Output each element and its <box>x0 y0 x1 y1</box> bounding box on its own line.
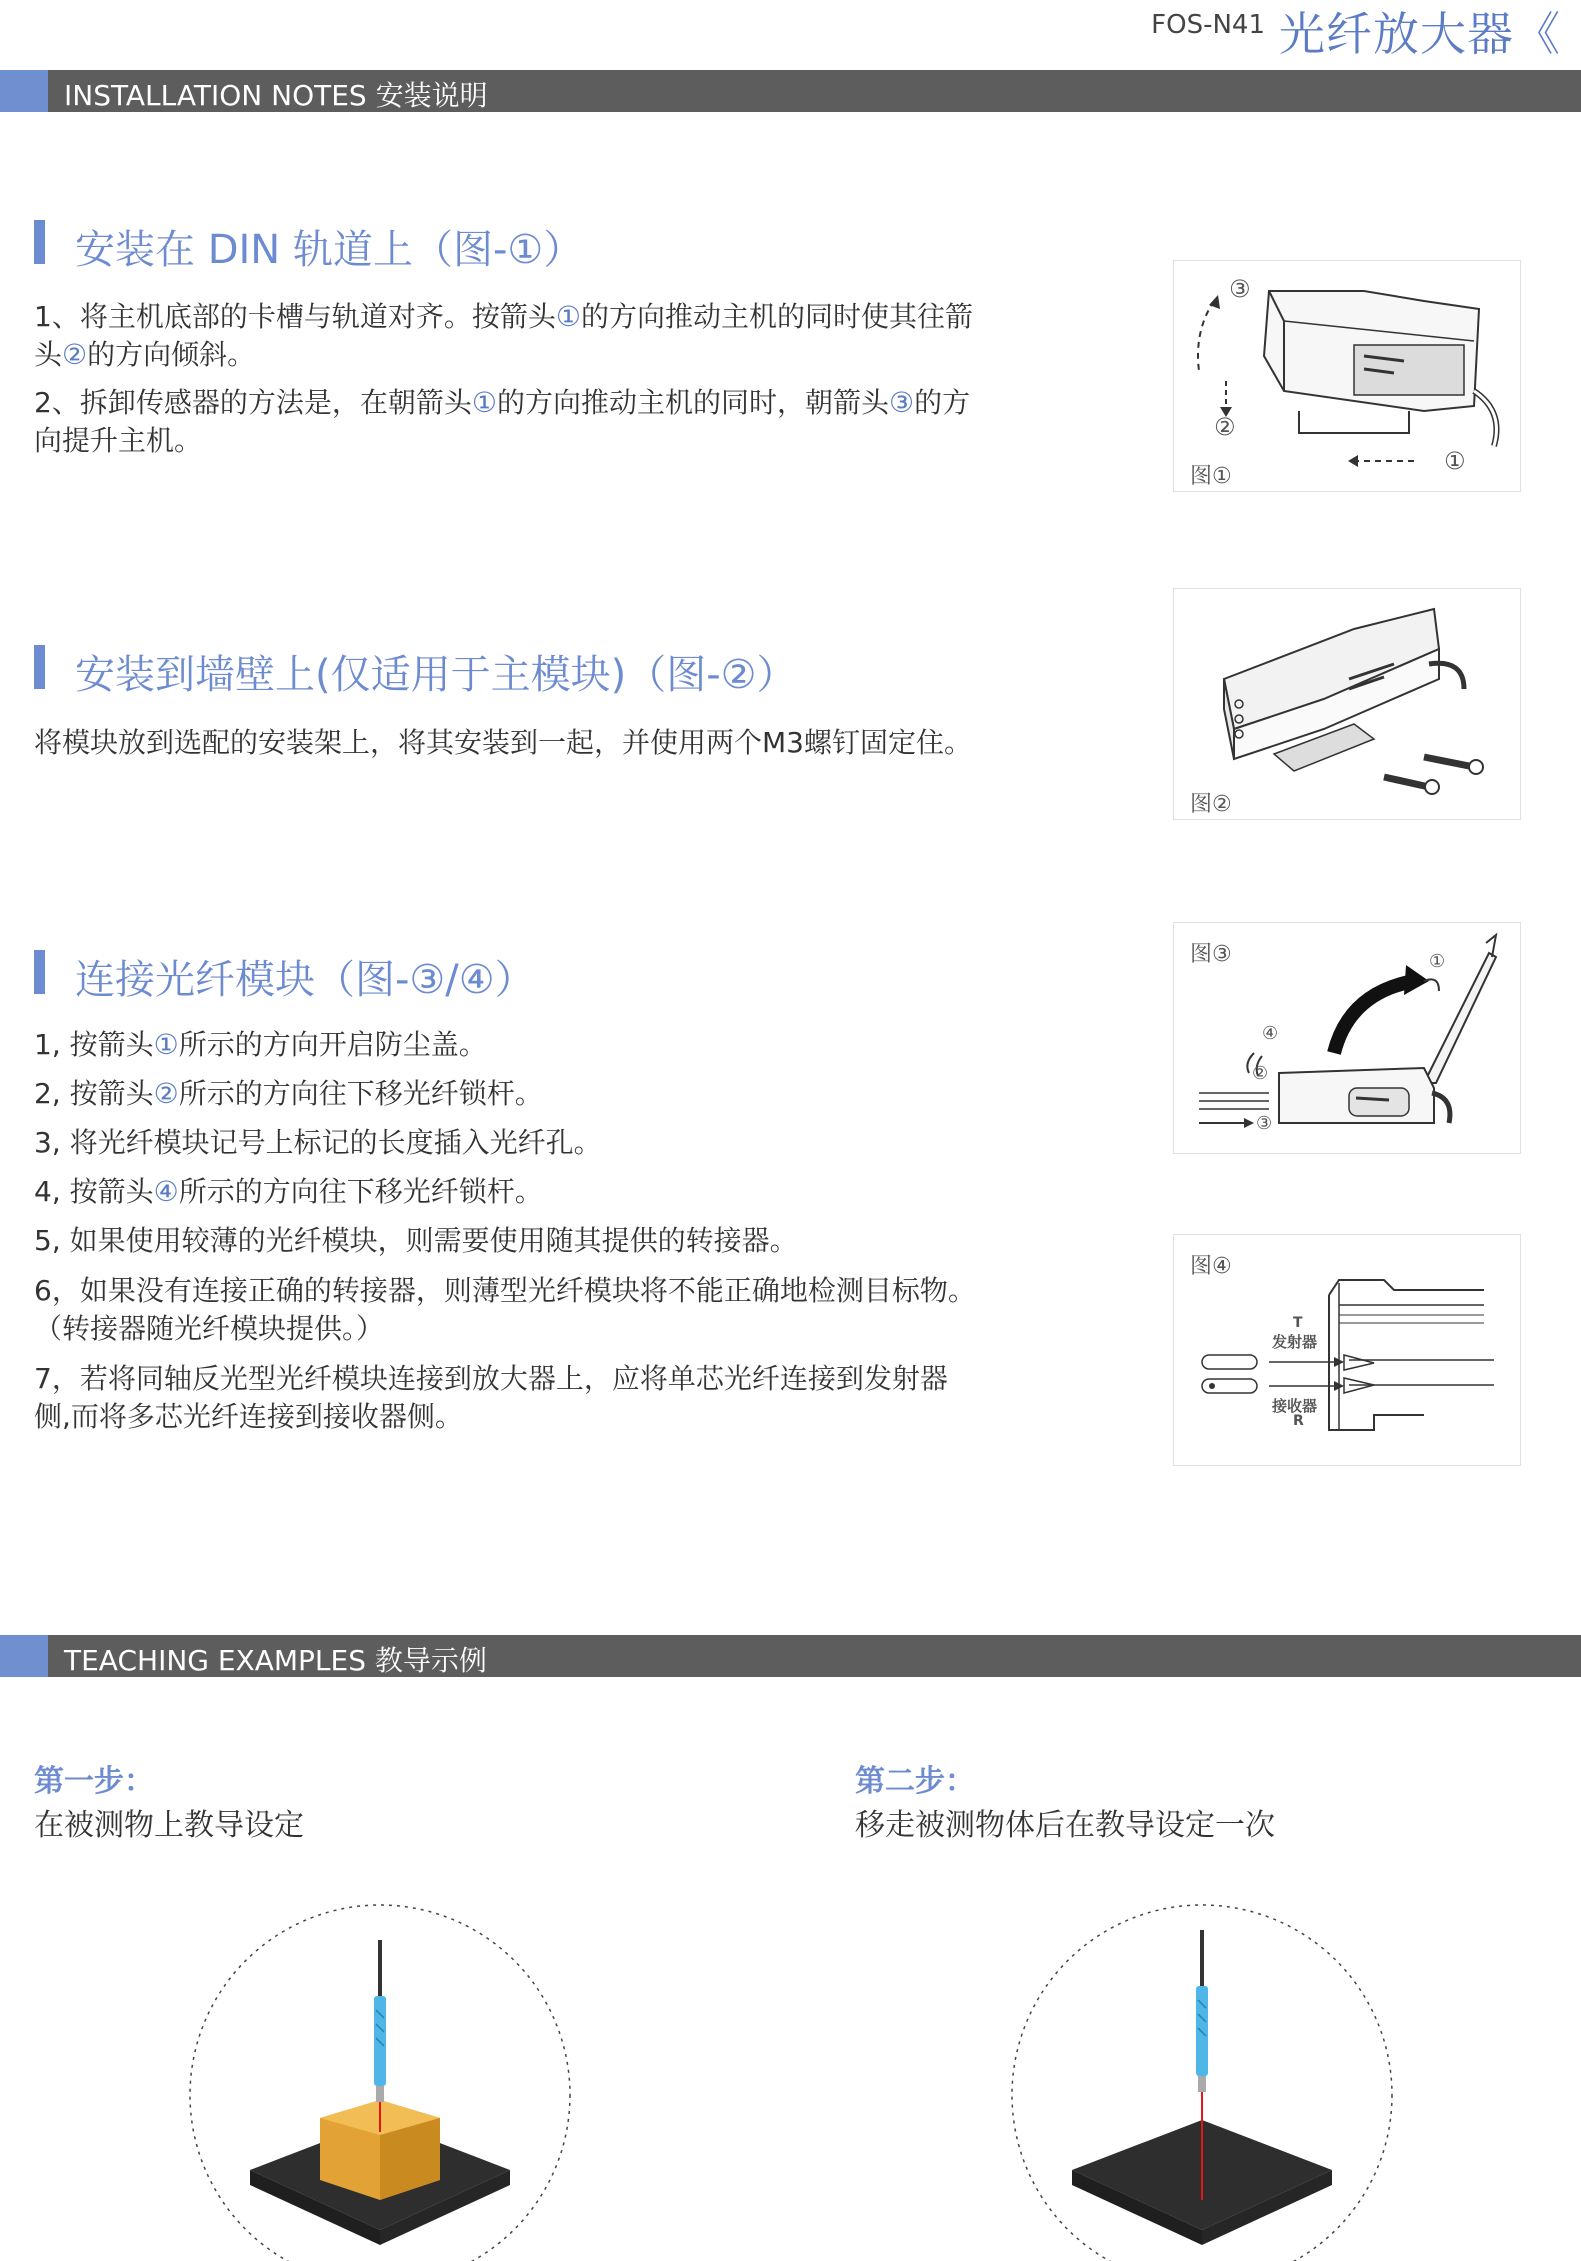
banner-accent <box>0 1635 48 1677</box>
fig1-mark-1: ① <box>1444 447 1466 475</box>
fiber-step-3: 3, 将光纤模块记号上标记的长度插入光纤孔。 <box>34 1126 602 1159</box>
step2-illustration <box>1007 1900 1397 2261</box>
fig3-label: 图③ <box>1190 942 1232 967</box>
product-title: 光纤放大器《 <box>1279 7 1561 61</box>
section-marker <box>34 220 45 264</box>
installation-banner <box>0 70 1581 112</box>
fig2-label: 图② <box>1190 792 1232 817</box>
fig4-label: 图④ <box>1190 1254 1232 1279</box>
step2-text: 移走被测物体后在教导设定一次 <box>855 1808 1275 1843</box>
wall-mount-drawing <box>1174 589 1520 819</box>
fiber-step-2: 2, 按箭头②所示的方向往下移光纤锁杆。 <box>34 1077 543 1110</box>
model-number: FOS-N41 <box>1151 10 1265 40</box>
teaching-banner <box>0 1635 1581 1677</box>
figure-fiber-cover <box>1173 922 1521 1154</box>
fig3-mark-4: ④ <box>1262 1023 1279 1044</box>
section-title-fiber: 连接光纤模块（图-③/④） <box>75 957 535 1003</box>
step1-heading: 第一步： <box>34 1764 154 1799</box>
fig1-mark-2: ② <box>1214 413 1236 441</box>
fig1-mark-3: ③ <box>1229 275 1251 303</box>
fig4-mark-r: R <box>1293 1413 1304 1429</box>
fiber-step-4: 4, 按箭头④所示的方向往下移光纤锁杆。 <box>34 1175 543 1208</box>
din-paragraph-1: 1、将主机底部的卡槽与轨道对齐。按箭头①的方向推动主机的同时使其往箭 头②的方向倾斜。 <box>34 300 973 371</box>
figure-fiber-connection <box>1173 1234 1521 1466</box>
fig3-mark-1: ① <box>1429 951 1446 972</box>
installation-banner-title: INSTALLATION NOTES 安装说明 <box>64 79 488 112</box>
fig4-receiver-label: 接收器 <box>1272 1397 1318 1415</box>
section-marker <box>34 645 45 689</box>
fiber-step-5: 5, 如果使用较薄的光纤模块，则需要使用随其提供的转接器。 <box>34 1224 798 1257</box>
step1-text: 在被测物上教导设定 <box>34 1808 304 1843</box>
fiber-step-7: 7，若将同轴反光型光纤模块连接到放大器上，应将单芯光纤连接到发射器 侧,而将多芯光纤连接到接收器侧。 <box>34 1362 948 1433</box>
step1-illustration <box>185 1900 575 2261</box>
banner-accent <box>0 70 48 112</box>
figure-din-rail <box>1173 260 1521 492</box>
section-marker <box>34 950 45 994</box>
fig1-label: 图① <box>1190 464 1232 489</box>
figure-wall-mount <box>1173 588 1521 820</box>
wall-paragraph: 将模块放到选配的安装架上，将其安装到一起，并使用两个M3螺钉固定住。 <box>34 726 972 759</box>
teaching-banner-title: TEACHING EXAMPLES 教导示例 <box>64 1644 487 1677</box>
fiber-step-1: 1, 按箭头①所示的方向开启防尘盖。 <box>34 1028 487 1061</box>
din-rail-drawing <box>1174 261 1520 491</box>
step2-heading: 第二步： <box>855 1764 975 1799</box>
fig3-mark-3: ③ <box>1256 1113 1273 1134</box>
section-title-din: 安装在 DIN 轨道上（图-①） <box>75 227 584 273</box>
fig4-mark-t: T <box>1293 1315 1303 1331</box>
fig3-mark-2: ② <box>1252 1063 1269 1084</box>
fig4-emitter-label: 发射器 <box>1272 1333 1318 1351</box>
fiber-step-6: 6，如果没有连接正确的转接器，则薄型光纤模块将不能正确地检测目标物。 （转接器随光纤模块提供。） <box>34 1274 976 1345</box>
section-title-wall: 安装到墙壁上(仅适用于主模块)（图-②） <box>75 652 797 698</box>
din-paragraph-2: 2、拆卸传感器的方法是，在朝箭头①的方向推动主机的同时，朝箭头③的方 向提升主机。 <box>34 386 971 457</box>
